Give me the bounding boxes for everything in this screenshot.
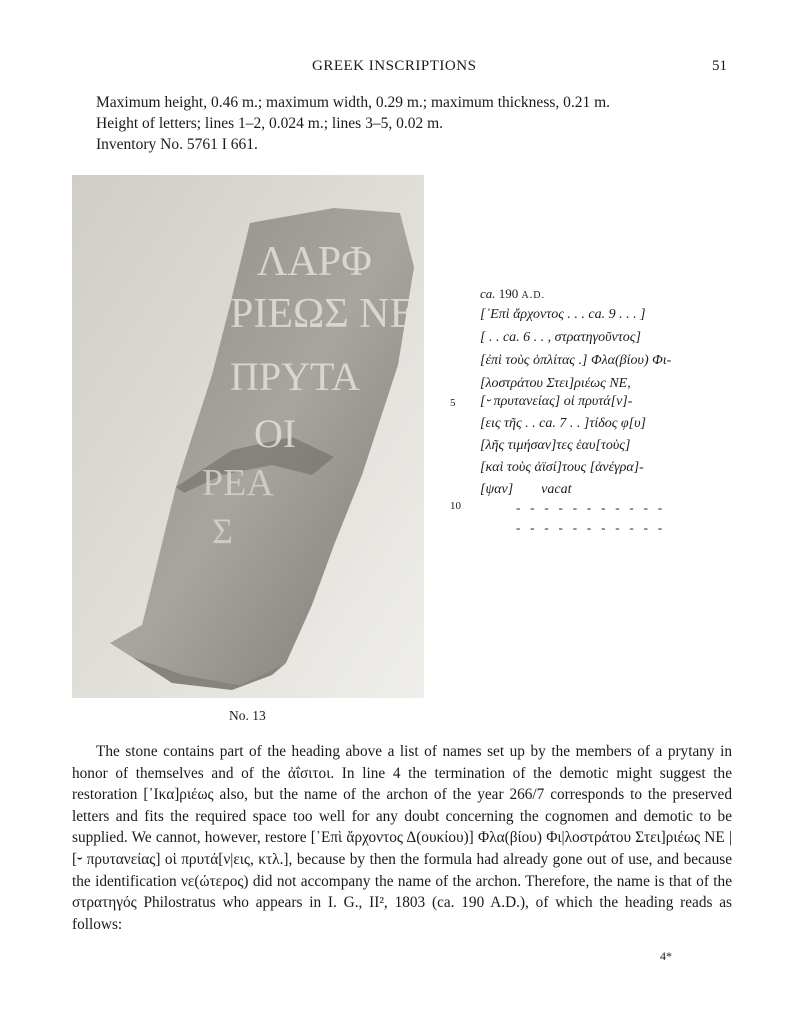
stone-fragment-image bbox=[72, 175, 424, 698]
signature-mark: 4* bbox=[660, 949, 672, 963]
inscription-line-9: [ψαν] vacat bbox=[480, 482, 572, 497]
lacuna-dashes: - - - - - - - - - - - bbox=[516, 520, 666, 535]
stone-letter-line: ΡΕΑ bbox=[202, 462, 274, 504]
inscription-line-8: [καὶ τοὺς ἀϊσί]τους [ἀνέγρα]- bbox=[480, 460, 644, 475]
line-number-5: 5 bbox=[450, 397, 456, 409]
inscription-line-7: [λῆς τιμήσαν]τες ἑαυ[τοὺς] bbox=[480, 438, 631, 453]
inscription-line-4: [λοστράτου Στει]ριέως ΝΕ, bbox=[480, 376, 631, 391]
date-prefix: ca. bbox=[480, 286, 496, 301]
page-number: 51 bbox=[712, 58, 727, 74]
stone-photograph bbox=[72, 175, 424, 698]
inscription-date bbox=[480, 286, 545, 302]
meta-letter-height: Height of letters; lines 1–2, 0.024 m.; lines 3–5, 0.02 m. bbox=[96, 115, 443, 132]
line-number-10: 10 bbox=[450, 500, 461, 512]
photo-caption: No. 13 bbox=[229, 708, 266, 723]
meta-inventory: Inventory No. 5761 I 661. bbox=[96, 136, 258, 153]
inscription-line-6: [εις τῆς . . ca. 7 . . ]τίδος φ[υ] bbox=[480, 416, 646, 431]
stone-letter-line: ΡΙΕΩΣ ΝΕ bbox=[230, 291, 416, 337]
meta-dimensions: Maximum height, 0.46 m.; maximum width, 0.29 m.; maximum thickness, 0.21 m. bbox=[96, 94, 611, 111]
lacuna-dashes: - - - - - - - - - - - bbox=[516, 500, 666, 515]
date-year: 190 bbox=[498, 286, 519, 301]
running-title: GREEK INSCRIPTIONS bbox=[312, 58, 477, 74]
date-suffix: A.D. bbox=[521, 290, 545, 301]
commentary-paragraph: The stone contains part of the heading above a list of names set up by the members of a prytany in honor of themselves and of the ἀΐσιτοι. In line 4 the termination of the demotic might suggest the restoration [᾽Ικα]ριέως also, but the name of the archon of the year 266/7 corresponds to the preserved letters and fits the required space too well for any doubt concerning the cognomen and demotic to be supplied. We cannot, however, restore [᾽Επὶ ἄρχοντος Δ(ουκίου)] Φλα(βίου) Φι|λοστράτου Στει]ριέως ΝΕ | [⏑ πρυτανείας] οἱ πρυτά[ν|εις, κτλ.], because by then the formula had already gone out of use, and because the identification νε(ώτερος) did not accompany the name of the archon. Therefore, the name is that of the στρατηγός Philostratus who appears in I. G., II², 1803 (ca. 190 A.D.), of which the heading reads as follows: bbox=[72, 743, 732, 933]
commentary bbox=[72, 741, 732, 935]
inscription-line-5: [⏑ πρυτανείας] οἱ πρυτά[ν]- bbox=[480, 394, 633, 409]
stone-letter-line: ΠΡΥΤΑ bbox=[230, 354, 361, 399]
inscription-line-2: [ . . ca. 6 . . , στρατηγοῦντος] bbox=[480, 330, 641, 345]
inscription-line-3: [ἐπὶ τοὺς ὁπλίτας .] Φλα(βίου) Φι- bbox=[480, 353, 672, 368]
inscription-line-1: [᾽Επὶ ἄρχοντος . . . ca. 9 . . . ] bbox=[480, 307, 646, 322]
stone-letter-line: ΟΙ bbox=[254, 411, 297, 456]
stone-letter-line: Σ bbox=[212, 511, 233, 551]
stone-letter-line: ΛΑΡΦ bbox=[257, 239, 372, 285]
